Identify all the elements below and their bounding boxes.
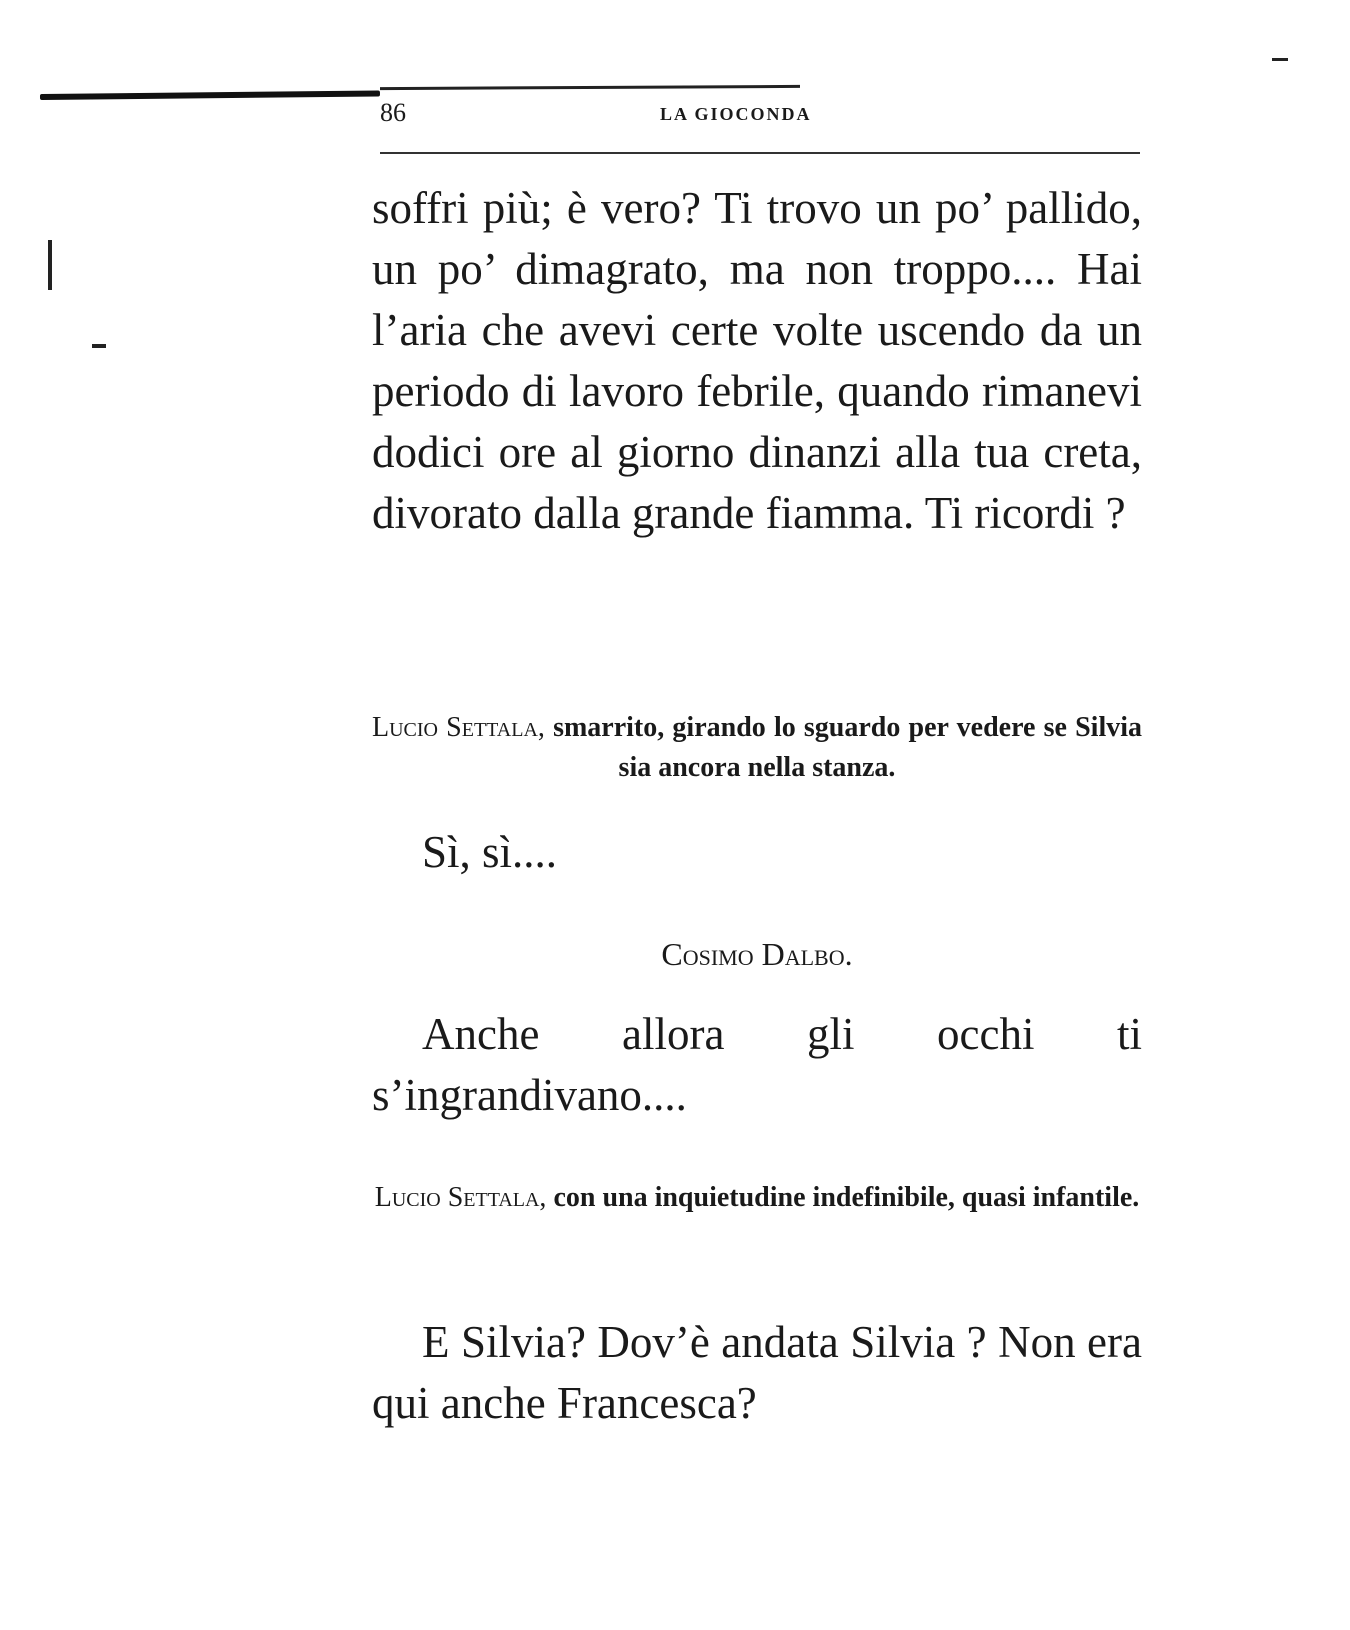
scan-speck xyxy=(92,344,106,348)
speaker-name: Lucio Settala, xyxy=(374,1182,547,1213)
body-paragraph xyxy=(372,178,1142,544)
body-text: Sì, sì.... xyxy=(422,827,558,877)
scan-speck xyxy=(1272,58,1288,61)
stage-direction xyxy=(372,1178,1142,1218)
page-number: 86 xyxy=(380,98,406,127)
stage-text xyxy=(372,708,1142,788)
body-text: soffri più; è vero? Ti trovo un po’ pallido, un po’ dimagrato, ma non troppo.... Hai l’aria che avevi certe volte uscendo da un periodo di lavoro febrile, quando rimanevi dodici ore al giorno dinanzi alla tua creta, divorato dalla grande fiamma. Ti ricordi ? xyxy=(372,183,1142,538)
body-text: Anche allora gli occhi ti s’ingrandivano.... xyxy=(372,1009,1142,1120)
direction-text: con una inquietudine indefinibile, quasi infantile. xyxy=(553,1182,1140,1213)
running-title: LA GIOCONDA xyxy=(660,104,812,124)
stage-text xyxy=(372,1178,1142,1218)
body-paragraph xyxy=(372,1312,1142,1434)
body-text: E Silvia? Dov’è andata Silvia ? Non era qui anche Francesca? xyxy=(372,1317,1142,1428)
body-paragraph xyxy=(372,1004,1142,1126)
speaker-name: Lucio Settala, xyxy=(372,712,545,743)
header-rule xyxy=(380,152,1140,154)
stray-print-rule xyxy=(40,90,380,100)
stage-direction xyxy=(372,708,1142,788)
scan-speck xyxy=(48,240,52,290)
top-rule xyxy=(380,85,800,90)
speaker-heading xyxy=(372,934,1142,974)
direction-text: smarrito, girando lo sguardo per vedere se Silvia sia ancora nella stanza. xyxy=(553,712,1143,783)
page-header xyxy=(380,98,1140,138)
body-paragraph xyxy=(372,822,1142,883)
speaker-name: Cosimo Dalbo. xyxy=(661,936,853,972)
